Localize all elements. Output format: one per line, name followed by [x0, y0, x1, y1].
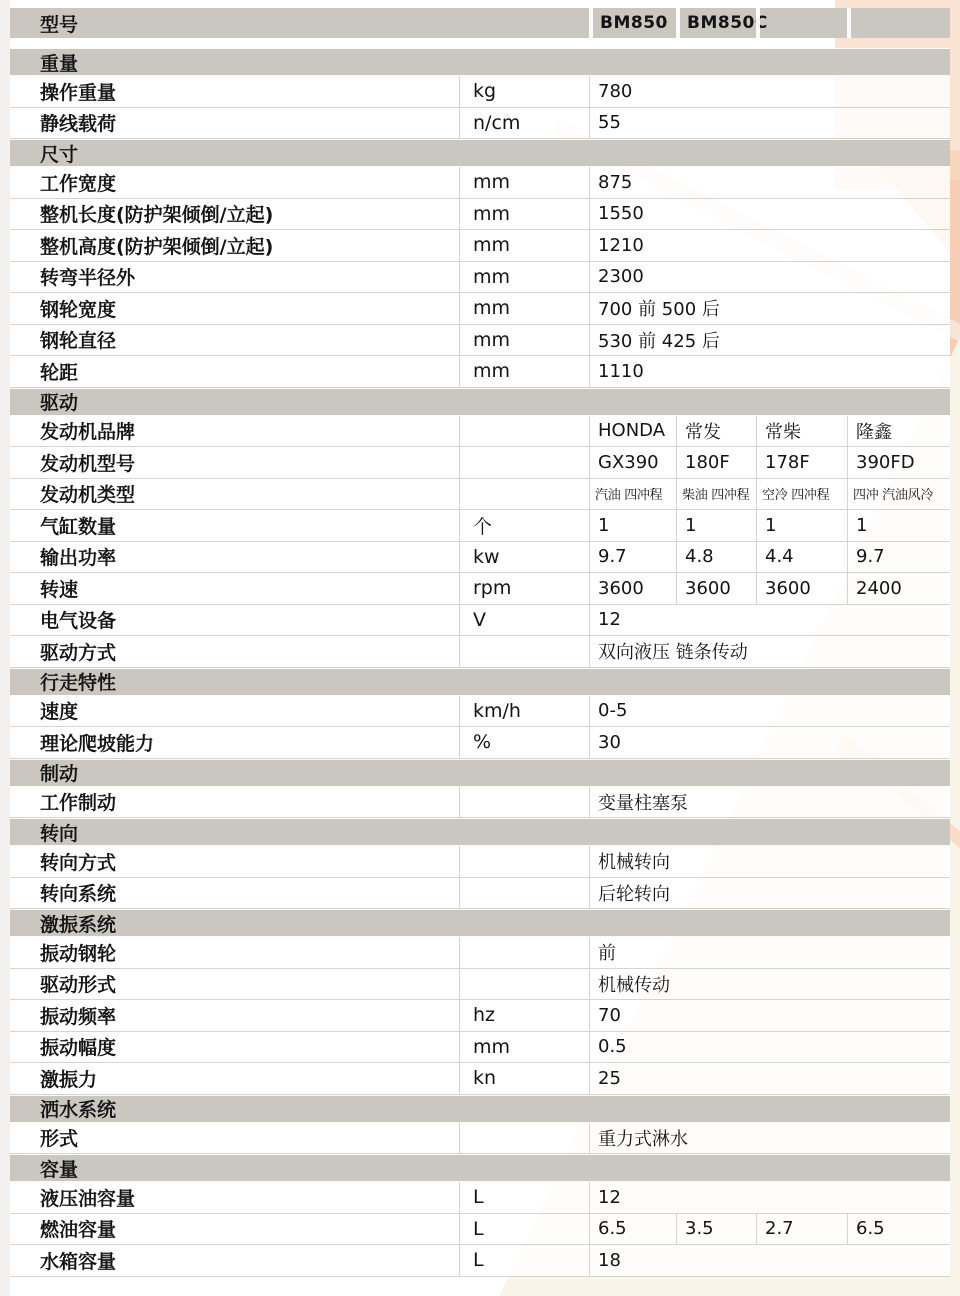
section-header — [10, 759, 950, 787]
spec-unit: km/h — [473, 699, 521, 722]
table-row — [10, 108, 950, 140]
section-header — [10, 48, 950, 76]
table-row — [10, 878, 950, 910]
table-row — [10, 230, 950, 262]
table-row — [10, 1123, 950, 1155]
table-row — [10, 416, 950, 448]
spec-value: 1550 — [589, 199, 950, 230]
table-row — [10, 1182, 950, 1214]
spec-value: 后轮转向 — [589, 878, 950, 909]
spec-value: 隆鑫 — [847, 416, 950, 447]
table-row — [10, 325, 950, 357]
spec-value: 变量柱塞泵 — [589, 787, 950, 818]
spec-label: 气缸数量 — [10, 510, 460, 541]
spec-unit: % — [473, 731, 492, 754]
section-title: 容量 — [40, 1158, 79, 1181]
table-row — [10, 969, 950, 1001]
table-row — [10, 1214, 950, 1246]
table-row — [10, 696, 950, 728]
table-row — [10, 167, 950, 199]
spec-value: 机械传动 — [589, 969, 950, 1000]
table-row — [10, 636, 950, 668]
spec-label: 工作宽度 — [10, 167, 460, 198]
spec-unit: L — [473, 1249, 484, 1272]
model-header-row — [10, 8, 950, 38]
spec-value: 178F — [756, 447, 847, 478]
spec-unit — [460, 636, 589, 667]
spec-value: 重力式淋水 — [589, 1123, 950, 1154]
table-row — [10, 1000, 950, 1032]
table-row — [10, 447, 950, 479]
spec-value: 780 — [589, 76, 950, 107]
spec-value: 6.5 — [847, 1214, 950, 1245]
section-title: 洒水系统 — [40, 1099, 117, 1121]
spec-table — [10, 8, 950, 1277]
table-row — [10, 76, 950, 108]
section-header — [10, 909, 950, 937]
table-row — [10, 262, 950, 294]
spec-value: 3.5 — [676, 1214, 756, 1245]
section-title: 行走特性 — [40, 672, 117, 694]
table-row — [10, 937, 950, 969]
spec-unit: mm — [473, 297, 511, 320]
spec-label: 振动频率 — [10, 1000, 460, 1031]
bg-left-strip — [0, 0, 10, 1296]
table-row — [10, 605, 950, 637]
table-row — [10, 356, 950, 388]
spec-value: 530 前 425 后 — [589, 325, 950, 356]
table-row — [10, 1063, 950, 1095]
spec-value: 875 — [589, 167, 950, 198]
spec-unit: 个 — [473, 515, 493, 538]
spec-label: 理论爬坡能力 — [10, 727, 460, 758]
spec-label: 整机长度(防护架倾倒/立起) — [10, 199, 460, 230]
spec-label: 形式 — [10, 1123, 460, 1154]
spec-value: 700 前 500 后 — [589, 293, 950, 324]
spec-value: 前 — [589, 937, 950, 968]
table-row — [10, 787, 950, 819]
spec-label: 驱动形式 — [10, 969, 460, 1000]
model-name-empty-1 — [756, 8, 847, 38]
spec-unit: L — [473, 1186, 484, 1209]
spec-value: 汽油 四冲程 — [589, 479, 676, 510]
spec-label: 转向系统 — [10, 878, 460, 909]
model-name-bm850: BM850 — [589, 8, 676, 38]
spec-label: 转弯半径外 — [10, 262, 460, 293]
model-name-bm850c: BM850C — [676, 8, 756, 38]
spec-unit — [460, 969, 589, 1000]
spec-label: 燃油容量 — [10, 1214, 460, 1245]
spec-value: 四冲 汽油风冷 — [847, 479, 950, 510]
table-row — [10, 1245, 950, 1277]
spec-label: 速度 — [10, 696, 460, 727]
table-row — [10, 1032, 950, 1064]
spec-value: 25 — [589, 1063, 950, 1094]
table-row — [10, 293, 950, 325]
spec-label: 整机高度(防护架倾倒/立起) — [10, 230, 460, 261]
spec-unit: V — [473, 608, 486, 631]
spec-unit: kw — [473, 545, 500, 568]
spec-unit — [460, 1123, 589, 1154]
spec-label: 水箱容量 — [10, 1245, 460, 1276]
spec-value: 3600 — [676, 573, 756, 604]
spec-value: 30 — [589, 727, 950, 758]
spec-unit: L — [473, 1217, 484, 1240]
spec-value: 9.7 — [589, 542, 676, 573]
spec-label: 发动机品牌 — [10, 416, 460, 447]
section-header — [10, 1154, 950, 1182]
spec-value: 1 — [847, 510, 950, 541]
section-header — [10, 818, 950, 846]
spec-value: 12 — [589, 1182, 950, 1213]
spec-label: 发动机类型 — [10, 479, 460, 510]
spec-unit — [460, 416, 589, 447]
spec-unit: hz — [473, 1004, 496, 1027]
spec-value: 70 — [589, 1000, 950, 1031]
table-row — [10, 846, 950, 878]
spec-unit — [460, 479, 589, 510]
spec-label: 振动幅度 — [10, 1032, 460, 1063]
spec-value: 4.8 — [676, 542, 756, 573]
section-header — [10, 1095, 950, 1123]
spec-value: 12 — [589, 605, 950, 636]
section-title: 尺寸 — [40, 143, 79, 166]
spec-unit: mm — [473, 328, 511, 351]
spec-value: 2.7 — [756, 1214, 847, 1245]
section-header — [10, 388, 950, 416]
spec-unit — [460, 846, 589, 877]
spec-value: 0.5 — [589, 1032, 950, 1063]
spec-unit: rpm — [473, 577, 512, 600]
spec-value: 2400 — [847, 573, 950, 604]
spec-label: 输出功率 — [10, 542, 460, 573]
spec-value: 18 — [589, 1245, 950, 1276]
spec-unit: kg — [473, 80, 497, 103]
spec-value: 180F — [676, 447, 756, 478]
spec-unit: n/cm — [473, 111, 521, 134]
spec-unit: mm — [473, 1035, 511, 1058]
spec-label: 转向方式 — [10, 846, 460, 877]
spec-value: 9.7 — [847, 542, 950, 573]
spec-unit: mm — [473, 234, 511, 257]
spec-value: 常发 — [676, 416, 756, 447]
spec-value: 2300 — [589, 262, 950, 293]
spec-value: 3600 — [589, 573, 676, 604]
spec-unit — [460, 447, 589, 478]
spec-label: 钢轮直径 — [10, 325, 460, 356]
spec-value: 机械转向 — [589, 846, 950, 877]
spec-value: 6.5 — [589, 1214, 676, 1245]
spec-value: 1 — [756, 510, 847, 541]
table-row — [10, 573, 950, 605]
table-row — [10, 199, 950, 231]
spec-value: HONDA — [589, 416, 676, 447]
spec-label: 驱动方式 — [10, 636, 460, 667]
spec-label: 静线载荷 — [10, 108, 460, 139]
model-row-label: 型号 — [40, 13, 79, 36]
spec-value: 1 — [589, 510, 676, 541]
spec-value: GX390 — [589, 447, 676, 478]
section-title: 驱动 — [40, 392, 79, 414]
table-row — [10, 542, 950, 574]
section-title: 重量 — [40, 52, 79, 75]
table-row — [10, 479, 950, 511]
spec-label: 操作重量 — [10, 76, 460, 107]
spec-label: 振动钢轮 — [10, 937, 460, 968]
spec-value: 柴油 四冲程 — [676, 479, 756, 510]
spec-value: 双向液压 链条传动 — [589, 636, 950, 667]
spec-label: 电气设备 — [10, 605, 460, 636]
spec-unit: mm — [473, 360, 511, 383]
spec-label: 工作制动 — [10, 787, 460, 818]
section-header — [10, 668, 950, 696]
spec-unit: mm — [473, 171, 511, 194]
spec-sections — [10, 48, 950, 1277]
spec-unit — [460, 787, 589, 818]
spec-unit: kn — [473, 1067, 497, 1090]
spec-value: 3600 — [756, 573, 847, 604]
spec-value: 常柴 — [756, 416, 847, 447]
spec-label: 激振力 — [10, 1063, 460, 1094]
spec-value: 390FD — [847, 447, 950, 478]
spec-label: 钢轮宽度 — [10, 293, 460, 324]
spec-value: 1 — [676, 510, 756, 541]
section-title: 制动 — [40, 763, 79, 785]
table-row — [10, 727, 950, 759]
section-title: 转向 — [40, 822, 79, 845]
spec-value: 1210 — [589, 230, 950, 261]
spec-unit — [460, 937, 589, 968]
spec-unit: mm — [473, 265, 511, 288]
spec-value: 55 — [589, 108, 950, 139]
spec-value: 1110 — [589, 356, 950, 387]
spec-label: 轮距 — [10, 356, 460, 387]
model-name-empty-2 — [847, 8, 950, 38]
spec-value: 4.4 — [756, 542, 847, 573]
spec-label: 发动机型号 — [10, 447, 460, 478]
spec-unit — [460, 878, 589, 909]
spec-label: 转速 — [10, 573, 460, 604]
spec-value: 0-5 — [589, 696, 950, 727]
table-row — [10, 510, 950, 542]
spec-label: 液压油容量 — [10, 1182, 460, 1213]
spec-unit: mm — [473, 202, 511, 225]
section-title: 激振系统 — [40, 913, 117, 936]
spec-value: 空冷 四冲程 — [756, 479, 847, 510]
section-header — [10, 139, 950, 167]
